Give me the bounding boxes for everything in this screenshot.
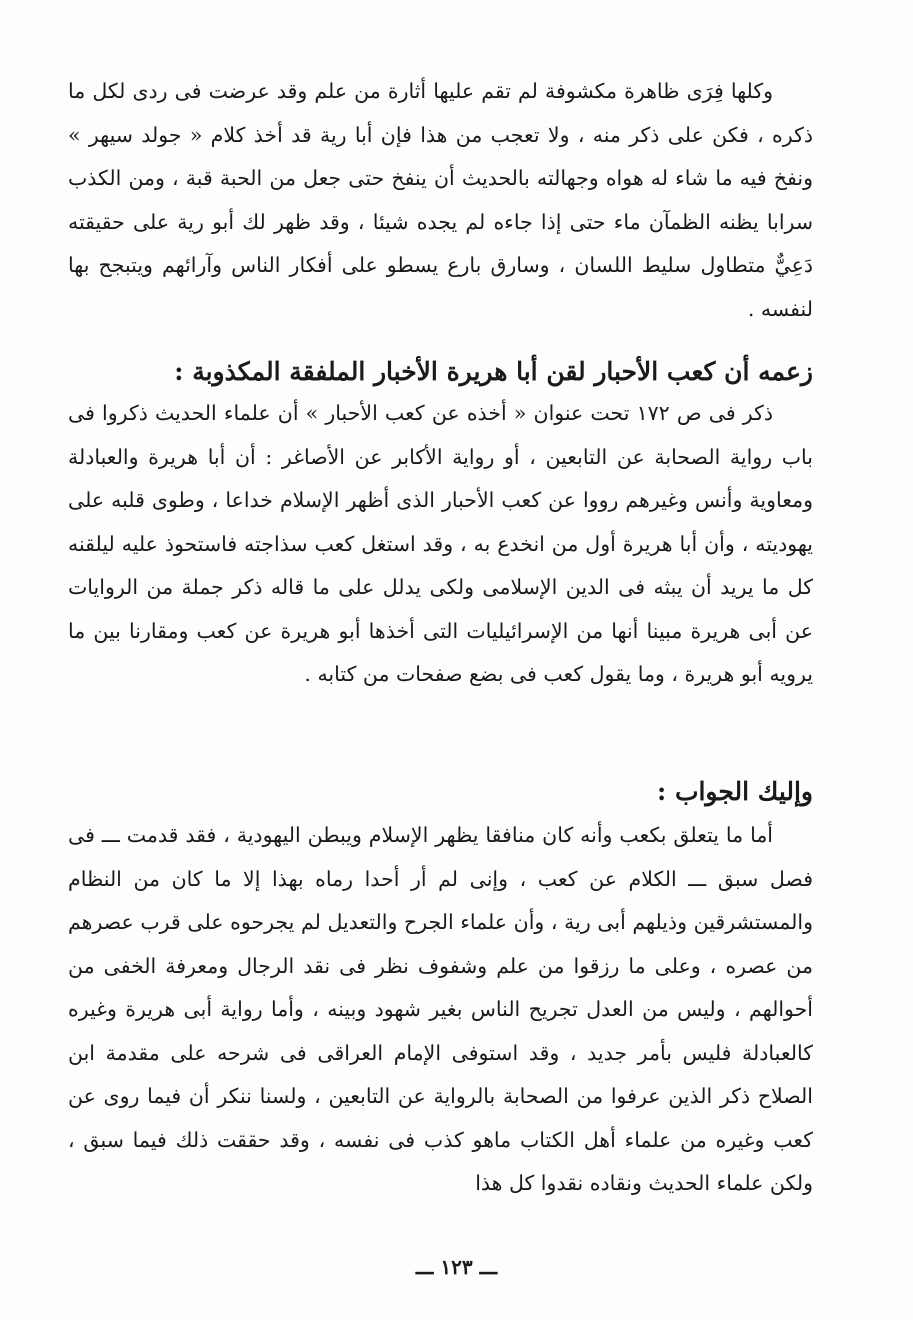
page-number: ـــ ١٢٣ ـــ — [415, 1255, 498, 1279]
intro-paragraph-block — [68, 70, 813, 331]
answer-heading: وإليك الجواب : — [657, 777, 813, 806]
claim-paragraph-block — [68, 392, 813, 697]
claim-heading: زعمه أن كعب الأحبار لقن أبا هريرة الأخبار الملفقة المكذوبة : — [174, 357, 813, 386]
answer-paragraph-block — [68, 814, 813, 1206]
claim-heading-block — [68, 348, 813, 396]
intro-paragraph: وكلها فِرَى ظاهرة مكشوفة لم تقم عليها أثارة من علم وقد عرضت فى ردى لكل ما ذكره ، فكن على ذكر منه ، ولا تعجب من هذا فإن أبا رية قد أخذ كلام « جولد سيهر » ونفخ فيه ما شاء له هواه وجهالته بالحديث أن ينفخ حتى جعل من الحبة قبة ، ومن الكذب سرابا يظنه الظمآن ماء حتى إذا جاءه لم يجده شيئا ، وقد ظهر لك أبو رية على حقيقته دَعِيٌّ متطاول سليط اللسان ، وسارق بارع يسطو على أفكار الناس وآرائهم ويتبجح بها لنفسه . — [68, 79, 813, 321]
claim-paragraph: ذكر فى ص ١٧٢ تحت عنوان « أخذه عن كعب الأحبار » أن علماء الحديث ذكروا فى باب رواية الصحابة عن التابعين ، أو رواية الأكابر عن الأصاغر : أن أبا هريرة والعبادلة ومعاوية وأنس وغيرهم رووا عن كعب الأحبار الذى أظهر الإسلام خداعا ، وطوى قلبه على يهوديته ، وأن أبا هريرة أول من انخدع به ، وقد استغل كعب سذاجته فاستحوذ عليه ليلقنه كل ما يريد أن يبثه فى الدين الإسلامى ولكى يدلل على ما قاله ذكر جملة من الروايات عن أبى هريرة مبينا أنها من الإسرائيليات التى أخذها أبو هريرة عن كعب ومقارنا بين ما يرويه أبو هريرة ، وما يقول كعب فى بضع صفحات من كتابه . — [68, 401, 813, 686]
answer-paragraph: أما ما يتعلق بكعب وأنه كان منافقا يظهر الإسلام ويبطن اليهودية ، فقد قدمت ـــ فى فصل سبق ـــ الكلام عن كعب ، وإنى لم أر أحدا رماه بهذا إلا ما كان من النظام والمستشرقين وذيلهم أبى رية ، وأن علماء الجرح والتعديل لم يجرحوه على قرب عصرهم من عصره ، وعلى ما رزقوا من علم وشفوف نظر فى نقد الرجال ومعرفة الخفى من أحوالهم ، وليس من العدل تجريح الناس بغير شهود وبينه ، وأما رواية أبى هريرة وغيره كالعبادلة فليس بأمر جديد ، وقد استوفى الإمام العراقى فى شرحه على مقدمة ابن الصلاح ذكر الذين عرفوا من الصحابة بالرواية عن التابعين ، ولسنا ننكر أن فيما روى عن كعب وغيره من علماء أهل الكتاب ماهو كذب فى نفسه ، وقد حققت ذلك فيما سبق ، ولكن علماء الحديث ونقاده نقدوا كل هذا — [68, 823, 813, 1195]
answer-heading-block — [68, 768, 813, 816]
